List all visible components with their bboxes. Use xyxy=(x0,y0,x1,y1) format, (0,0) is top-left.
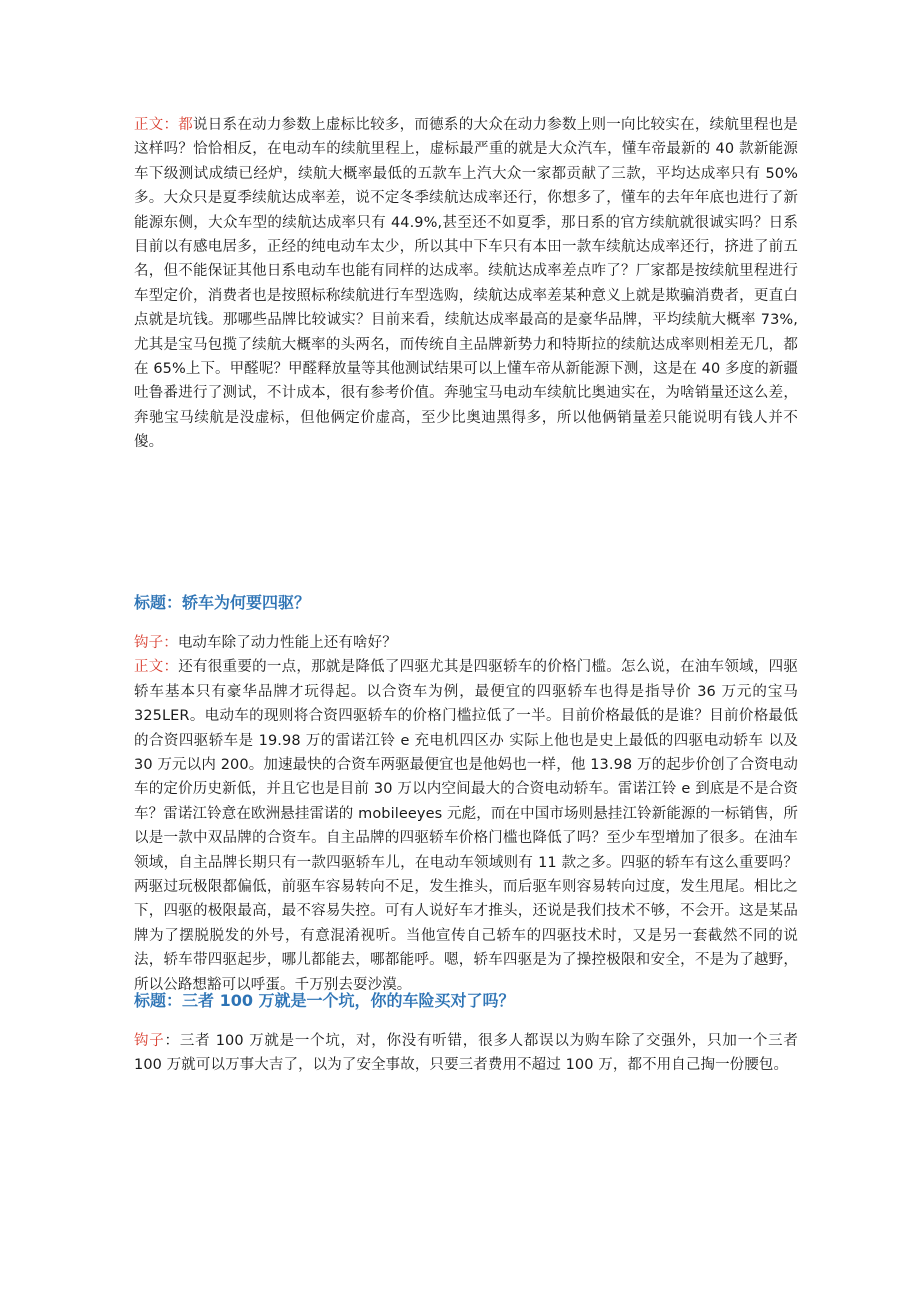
hook-label: 钩子： xyxy=(134,635,178,651)
title-prefix: 标题：三者 xyxy=(134,991,220,1010)
section3-title xyxy=(134,989,515,1013)
body-text: 说日系在动力参数上虚标比较多，而德系的大众在动力参数上则一向比较实在，续航里程也是这样吗？恰恰相反，在电动车的续航里程上，虚标最严重的就是大众汽车，懂车帝最新的 40 款新能源车下级测试成绩已经炉，续航大概率最低的五款车上汽大众一家都贡献了三款，平均达成率只有 50%多。大众只是夏季续航达成率差，说不定冬季续航达成率还行，你想多了，懂车的去年年底也进行了新能源东侧，大众车型的续航达成率只有 44.9%,甚至还不如夏季，那日系的官方续航就很诚实吗？日系目前以有感电居多，正经的纯电动车太少，所以其中下车只有本田一款车续航达成率还行，挤进了前五名，但不能保证其他日系电动车也能有同样的达成率。续航达成率差点咋了？厂家都是按续航里程进行车型定价，消费者也是按照标称续航进行车型选购，续航达成率差某种意义上就是欺骗消费者，更直白点就是坑钱。那哪些品牌比较诚实？目前来看，续航达成率最高的是豪华品牌，平均续航大概率 73%,尤其是宝马包揽了续航大概率的头两名，而传统自主品牌新势力和特斯拉的续航达成率则相差无几，都在 65%上下。甲醛呢？甲醛释放量等其他测试结果可以上懂车帝从新能源下测，这是在 40 多度的新疆吐鲁番进行了测试，不计成本，很有参考价值。奔驰宝马电动车续航比奥迪实在，为啥销量还这么差，奔驰宝马续航是没虚标，但他俩定价虚高，至少比奥迪黑得多，所以他俩销量差只能说明有钱人并不傻。 xyxy=(134,117,798,451)
body-text: 还有很重要的一点，那就是降低了四驱尤其是四驱轿车的价格门槛。怎么说，在油车领域，四驱轿车基本只有豪华品牌才玩得起。以合资车为例，最便宜的四驱轿车也得是指导价 36 万元的宝马325LER。电动车的现则将合资四驱轿车的价格门槛拉低了一半。目前价格最低的是谁？目前价格最低的合资四驱轿车是 19.98 万的雷诺江铃 e 充电机四区办 实际上他也是史上最低的四驱电动轿车 以及 30 万元以内 200。加速最快的合资车两驱最便宜也是他妈也一样，他 13.98 万的起步价创了合资电动车的定价历史新低，并且它也是目前 30 万以内空间最大的合资电动轿车。雷诺江铃 e 到底是不是合资车？雷诺江铃意在欧洲悬挂雷诺的 mobileeyes 元彪，而在中国市场则悬挂江铃新能源的一标销售，所以是一款中双品牌的合资车。自主品牌的四驱轿车价格门槛也降低了吗？至少车型增加了很多。在油车领域，自主品牌长期只有一款四驱轿车儿，在电动车领域则有 11 款之多。四驱的轿车有这么重要吗？两驱过玩极限都偏低，前驱车容易转向不足，发生推头，而后驱车则容易转向过度，发生甩尾。相比之下，四驱的极限最高，最不容易失控。可有人说好车才推头，还说是我们技术不够，不会开。这是某品牌为了摆脱脱发的外号，有意混淆视听。当他宣传自己轿车的四驱技术时，又是另一套截然不同的说法，轿车带四驱起步，哪儿都能去，哪都能呼。嗯，轿车四驱是为了操控极限和安全，不是为了越野，所以公路想豁可以呼蛋。千万别去耍沙漠。 xyxy=(134,659,798,993)
body-first-char: 都 xyxy=(178,117,194,133)
section2-content xyxy=(134,631,798,997)
hook-label: 钩子 xyxy=(134,1033,165,1049)
body-label: 正文： xyxy=(134,117,179,133)
hook-text: 电动车除了动力性能上还有啥好？ xyxy=(177,635,397,651)
title-suffix: 万就是一个坑，你的车险买对了吗？ xyxy=(252,991,515,1010)
body-label: 正文： xyxy=(134,659,179,676)
hook-text: ：三者 100 万就是一个坑，对，你没有听错，很多人都误以为购车除了交强外，只加一个三者 100 万就可以万事大吉了，以为了安全事故，只要三者费用不超过 100 万，都不用自己掏一份腰包。 xyxy=(134,1033,799,1074)
section3-hook xyxy=(134,1029,798,1078)
section2-body xyxy=(134,655,798,997)
section2-title: 标题：轿车为何要四驱？ xyxy=(134,593,311,612)
section2-hook xyxy=(134,631,798,655)
title-bold-number: 100 xyxy=(219,991,253,1010)
section1-body xyxy=(134,113,798,455)
